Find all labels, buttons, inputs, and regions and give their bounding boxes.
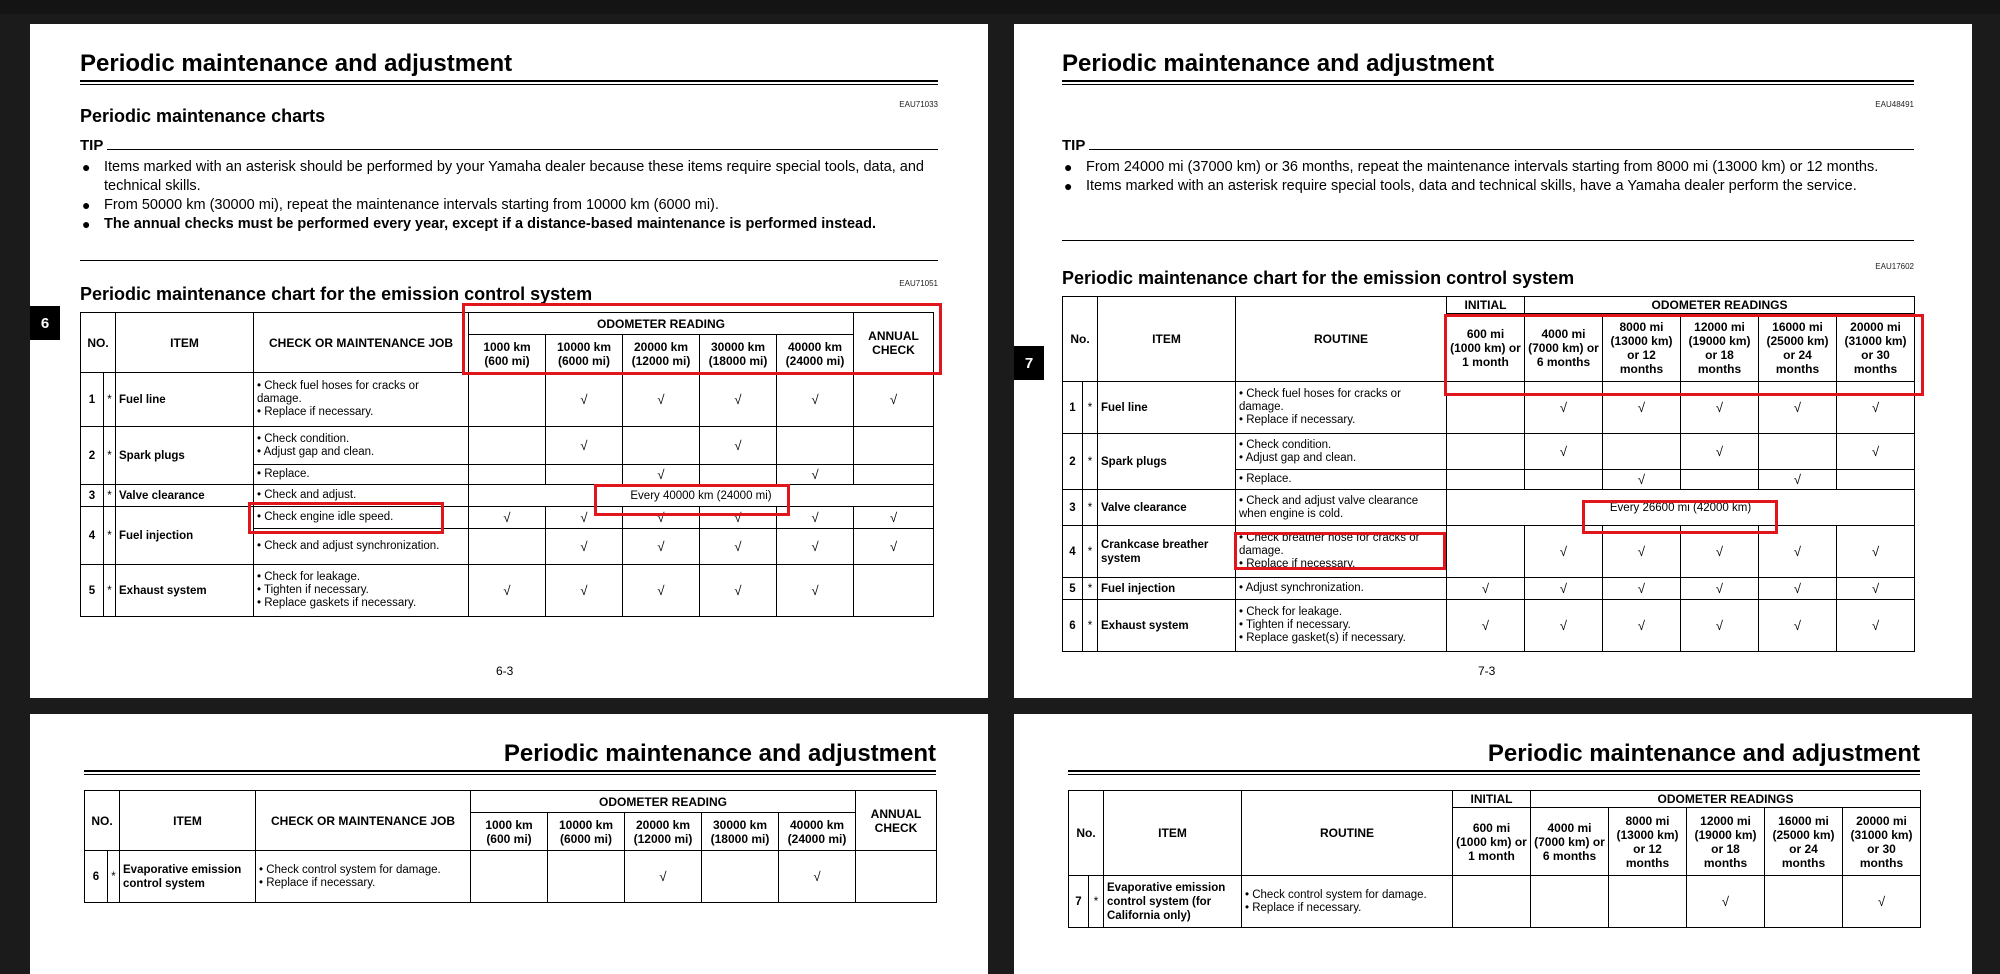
highlight-box xyxy=(594,484,790,516)
chapter-tab-7: 7 xyxy=(1014,346,1044,380)
row-number: 4 xyxy=(81,507,104,565)
row-number: 1 xyxy=(1063,382,1083,434)
job-text: • Check condition. • Adjust gap and clean. xyxy=(254,427,469,465)
col-header-interval: 20000 km (12000 mi) xyxy=(625,813,702,851)
col-header-initial: INITIAL xyxy=(1447,297,1525,314)
doc-code: EAU71033 xyxy=(899,100,938,109)
check-mark: √ xyxy=(1525,382,1603,434)
check-mark: √ xyxy=(623,529,700,565)
check-mark xyxy=(1765,876,1843,928)
col-header-interval: 4000 mi (7000 km) or 6 months xyxy=(1531,808,1609,876)
col-header-interval: 40000 km (24000 mi) xyxy=(779,813,856,851)
table-row xyxy=(1063,600,1915,652)
asterisk: * xyxy=(104,507,116,565)
job-text: • Check and adjust synchronization. xyxy=(254,529,469,565)
title-rule xyxy=(80,80,938,85)
col-header-job: ROUTINE xyxy=(1236,297,1447,382)
chart-title: Periodic maintenance chart for the emission control system xyxy=(1062,268,1575,288)
check-mark: √ xyxy=(1837,578,1915,600)
check-mark: √ xyxy=(854,373,934,427)
check-mark xyxy=(1681,470,1759,490)
job-text: • Check fuel hoses for cracks or damage. • Replace if necessary. xyxy=(254,373,469,427)
col-header-no: NO. xyxy=(81,313,116,373)
job-text: • Check breather hose for cracks or damage. • Replace if necessary. xyxy=(1236,526,1447,578)
asterisk: * xyxy=(104,373,116,427)
col-header-interval: 12000 mi (19000 km) or 18 months xyxy=(1687,808,1765,876)
col-header-job: CHECK OR MAINTENANCE JOB xyxy=(256,791,471,851)
check-mark xyxy=(548,851,625,903)
check-mark: √ xyxy=(469,565,546,617)
col-header-interval: 8000 mi (13000 km) or 12 months xyxy=(1603,314,1681,382)
check-mark xyxy=(856,851,937,903)
doc-code: EAU17602 xyxy=(1875,262,1914,271)
check-mark: √ xyxy=(1837,434,1915,470)
check-mark: √ xyxy=(1837,526,1915,578)
check-mark xyxy=(546,465,623,485)
check-mark xyxy=(1609,876,1687,928)
asterisk: * xyxy=(1083,578,1098,600)
item-name: Evaporative emission control system (for California only) xyxy=(1104,876,1242,928)
title-rule xyxy=(1068,770,1920,775)
table-row xyxy=(81,427,934,465)
check-mark: √ xyxy=(777,507,854,529)
check-mark xyxy=(700,465,777,485)
col-header-interval: 8000 mi (13000 km) or 12 months xyxy=(1609,808,1687,876)
job-text: • Check for leakage. • Tighten if necessary. • Replace gasket(s) if necessary. xyxy=(1236,600,1447,652)
check-mark: √ xyxy=(777,465,854,485)
asterisk: * xyxy=(1083,434,1098,490)
manual-page-continued-7 xyxy=(1014,714,1972,974)
table-row xyxy=(81,485,934,507)
check-mark xyxy=(1759,434,1837,470)
check-mark: √ xyxy=(1447,578,1525,600)
check-mark: √ xyxy=(546,529,623,565)
table-row xyxy=(81,373,934,427)
item-name: Exhaust system xyxy=(1098,600,1236,652)
item-name: Exhaust system xyxy=(116,565,254,617)
tip-heading xyxy=(80,137,938,154)
maintenance-table xyxy=(84,790,937,903)
check-mark xyxy=(1447,434,1525,470)
check-mark: √ xyxy=(1843,876,1921,928)
check-mark xyxy=(623,427,700,465)
check-mark: √ xyxy=(1681,600,1759,652)
title-rule xyxy=(1062,80,1914,85)
table-row xyxy=(1063,578,1915,600)
col-header-interval: 20000 mi (31000 km) or 30 months xyxy=(1843,808,1921,876)
check-mark: √ xyxy=(1447,600,1525,652)
check-mark: √ xyxy=(1759,526,1837,578)
page-number: 6-3 xyxy=(496,664,514,678)
tip-list xyxy=(80,158,938,234)
job-text: • Check control system for damage. • Replace if necessary. xyxy=(1242,876,1453,928)
col-header-interval: 30000 km (18000 mi) xyxy=(702,813,779,851)
highlight-box xyxy=(1234,532,1446,570)
highlight-box xyxy=(1444,314,1924,396)
check-mark: √ xyxy=(1603,470,1681,490)
page-number: 7-3 xyxy=(1478,664,1496,678)
row-number: 2 xyxy=(81,427,104,485)
col-header-item: ITEM xyxy=(1104,791,1242,876)
section-title: Periodic maintenance charts xyxy=(80,106,326,126)
table-row xyxy=(81,565,934,617)
doc-code: EAU71051 xyxy=(899,279,938,288)
tip-label: TIP xyxy=(1062,137,1086,154)
col-header-interval: 600 mi (1000 km) or 1 month xyxy=(1447,314,1525,382)
check-mark xyxy=(1447,470,1525,490)
highlight-box xyxy=(248,502,444,534)
manual-page-6-3 xyxy=(30,24,988,698)
tip-end-rule xyxy=(1062,240,1914,241)
table-row xyxy=(85,851,937,903)
asterisk: * xyxy=(104,427,116,485)
asterisk: * xyxy=(1083,382,1098,434)
check-mark xyxy=(1453,876,1531,928)
job-text: • Check control system for damage. • Replace if necessary. xyxy=(256,851,471,903)
check-mark: √ xyxy=(1681,382,1759,434)
col-header-no: No. xyxy=(1063,297,1098,382)
check-mark xyxy=(777,427,854,465)
table-row xyxy=(1069,876,1921,928)
check-mark xyxy=(1447,526,1525,578)
page-title: Periodic maintenance and adjustment xyxy=(503,740,936,767)
check-mark xyxy=(469,373,546,427)
check-mark xyxy=(854,427,934,465)
check-mark: √ xyxy=(1525,526,1603,578)
asterisk: * xyxy=(1089,876,1104,928)
check-mark: √ xyxy=(777,565,854,617)
asterisk: * xyxy=(1083,526,1098,578)
page-title: Periodic maintenance and adjustment xyxy=(80,50,513,77)
tip-item: ● The annual checks must be performed every year, except if a distance-based maintenance is performed instead. xyxy=(82,216,877,232)
col-header-item: ITEM xyxy=(1098,297,1236,382)
check-mark: √ xyxy=(546,507,623,529)
col-header-interval: 10000 km (6000 mi) xyxy=(546,335,623,373)
check-mark xyxy=(471,851,548,903)
row-number: 6 xyxy=(1063,600,1083,652)
tip-item: ● From 24000 mi (37000 km) or 36 months, repeat the maintenance intervals starting from 8000 mi (13000 km) or 12 months. xyxy=(1064,159,1879,175)
table-row xyxy=(1063,526,1915,578)
row-number: 6 xyxy=(85,851,108,903)
tip-item: ● Items marked with an asterisk require special tools, data and technical skills, have a Yamaha dealer perform the service. xyxy=(1064,178,1857,194)
highlight-box xyxy=(462,303,942,375)
col-header-interval: 30000 km (18000 mi) xyxy=(700,335,777,373)
item-name: Crankcase breather system xyxy=(1098,526,1236,578)
col-header-annual: ANNUAL CHECK xyxy=(854,313,934,373)
tip-item: ● From 50000 km (30000 mi), repeat the maintenance intervals starting from 10000 km (6000 mi). xyxy=(82,197,719,213)
row-number: 1 xyxy=(81,373,104,427)
item-name: Fuel injection xyxy=(1098,578,1236,600)
col-header-odometer: ODOMETER READING xyxy=(469,313,854,335)
job-text: • Check condition. • Adjust gap and clean. xyxy=(1236,434,1447,470)
item-name: Evaporative emission control system xyxy=(120,851,256,903)
check-mark xyxy=(469,427,546,465)
job-text: • Adjust synchronization. xyxy=(1236,578,1447,600)
viewer-top-bar xyxy=(0,0,2000,14)
interval-span-text: Every 40000 km (24000 mi) xyxy=(469,485,934,507)
check-mark: √ xyxy=(854,507,934,529)
check-mark: √ xyxy=(546,373,623,427)
check-mark: √ xyxy=(1603,526,1681,578)
check-mark xyxy=(469,529,546,565)
col-header-no: NO. xyxy=(85,791,120,851)
check-mark: √ xyxy=(1759,578,1837,600)
check-mark: √ xyxy=(1759,382,1837,434)
doc-code: EAU48491 xyxy=(1875,100,1914,109)
item-name: Spark plugs xyxy=(1098,434,1236,490)
table-row xyxy=(1063,490,1915,526)
check-mark: √ xyxy=(700,373,777,427)
tip-item: ● Items marked with an asterisk should be performed by your Yamaha dealer because these items require special tools, data, and technical skills. xyxy=(82,159,924,194)
job-text: • Replace. xyxy=(1236,470,1447,490)
chapter-tab-6: 6 xyxy=(30,306,60,340)
manual-page-7-3 xyxy=(1014,24,1972,698)
job-text: • Check and adjust valve clearance when engine is cold. xyxy=(1236,490,1447,526)
interval-span-text: Every 26600 mi (42000 km) xyxy=(1447,490,1915,526)
asterisk: * xyxy=(104,485,116,507)
col-header-item: ITEM xyxy=(120,791,256,851)
check-mark: √ xyxy=(700,427,777,465)
check-mark: √ xyxy=(1525,578,1603,600)
tip-heading xyxy=(1062,137,1914,154)
col-header-odometer: ODOMETER READINGS xyxy=(1531,791,1921,808)
check-mark: √ xyxy=(700,529,777,565)
col-header-interval: 600 mi (1000 km) or 1 month xyxy=(1453,808,1531,876)
check-mark xyxy=(469,465,546,485)
check-mark: √ xyxy=(1687,876,1765,928)
check-mark: √ xyxy=(700,565,777,617)
check-mark: √ xyxy=(623,465,700,485)
col-header-annual: ANNUAL CHECK xyxy=(856,791,937,851)
row-number: 4 xyxy=(1063,526,1083,578)
chart-title: Periodic maintenance chart for the emission control system xyxy=(80,284,593,304)
maintenance-table xyxy=(1068,790,1921,928)
check-mark: √ xyxy=(777,373,854,427)
check-mark xyxy=(1531,876,1609,928)
row-number: 3 xyxy=(1063,490,1083,526)
col-header-odometer: ODOMETER READINGS xyxy=(1525,297,1915,314)
col-header-interval: 20000 mi (31000 km) or 30 months xyxy=(1837,314,1915,382)
check-mark: √ xyxy=(546,565,623,617)
row-number: 5 xyxy=(1063,578,1083,600)
check-mark xyxy=(702,851,779,903)
col-header-interval: 1000 km (600 mi) xyxy=(469,335,546,373)
asterisk: * xyxy=(108,851,120,903)
row-number: 5 xyxy=(81,565,104,617)
item-name: Spark plugs xyxy=(116,427,254,485)
item-name: Fuel line xyxy=(116,373,254,427)
col-header-initial: INITIAL xyxy=(1453,791,1531,808)
check-mark: √ xyxy=(623,507,700,529)
col-header-interval: 4000 mi (7000 km) or 6 months xyxy=(1525,314,1603,382)
col-header-job: ROUTINE xyxy=(1242,791,1453,876)
col-header-interval: 12000 mi (19000 km) or 18 months xyxy=(1681,314,1759,382)
manual-page-continued-6 xyxy=(30,714,988,974)
check-mark: √ xyxy=(1603,382,1681,434)
check-mark: √ xyxy=(1525,600,1603,652)
check-mark: √ xyxy=(469,507,546,529)
col-header-odometer: ODOMETER READING xyxy=(471,791,856,813)
row-number: 3 xyxy=(81,485,104,507)
check-mark: √ xyxy=(700,507,777,529)
asterisk: * xyxy=(104,565,116,617)
asterisk: * xyxy=(1083,600,1098,652)
check-mark xyxy=(854,565,934,617)
col-header-item: ITEM xyxy=(116,313,254,373)
check-mark: √ xyxy=(1681,578,1759,600)
col-header-interval: 20000 km (12000 mi) xyxy=(623,335,700,373)
col-header-interval: 10000 km (6000 mi) xyxy=(548,813,625,851)
check-mark: √ xyxy=(1837,600,1915,652)
title-rule xyxy=(84,770,936,775)
check-mark xyxy=(1603,434,1681,470)
item-name: Valve clearance xyxy=(116,485,254,507)
check-mark xyxy=(854,465,934,485)
page-title: Periodic maintenance and adjustment xyxy=(1487,740,1920,767)
check-mark: √ xyxy=(1681,526,1759,578)
check-mark: √ xyxy=(1681,434,1759,470)
check-mark: √ xyxy=(777,529,854,565)
col-header-no: No. xyxy=(1069,791,1104,876)
check-mark: √ xyxy=(1603,600,1681,652)
check-mark: √ xyxy=(854,529,934,565)
tip-end-rule xyxy=(80,260,938,261)
check-mark: √ xyxy=(779,851,856,903)
check-mark: √ xyxy=(1603,578,1681,600)
check-mark: √ xyxy=(546,427,623,465)
check-mark: √ xyxy=(1759,470,1837,490)
tip-label: TIP xyxy=(80,137,104,154)
check-mark: √ xyxy=(623,373,700,427)
col-header-interval: 1000 km (600 mi) xyxy=(471,813,548,851)
job-text: • Check engine idle speed. xyxy=(254,507,469,529)
row-number: 2 xyxy=(1063,434,1083,490)
page-title: Periodic maintenance and adjustment xyxy=(1062,50,1495,77)
check-mark: √ xyxy=(625,851,702,903)
check-mark: √ xyxy=(1837,382,1915,434)
col-header-interval: 16000 mi (25000 km) or 24 months xyxy=(1765,808,1843,876)
item-name: Valve clearance xyxy=(1098,490,1236,526)
job-text: • Check and adjust. xyxy=(254,485,469,507)
row-number: 7 xyxy=(1069,876,1089,928)
job-text: • Check for leakage. • Tighten if necessary. • Replace gaskets if necessary. xyxy=(254,565,469,617)
col-header-job: CHECK OR MAINTENANCE JOB xyxy=(254,313,469,373)
col-header-interval: 40000 km (24000 mi) xyxy=(777,335,854,373)
asterisk: * xyxy=(1083,490,1098,526)
check-mark xyxy=(1837,470,1915,490)
col-header-interval: 16000 mi (25000 km) or 24 months xyxy=(1759,314,1837,382)
item-name: Fuel line xyxy=(1098,382,1236,434)
check-mark: √ xyxy=(1525,434,1603,470)
table-row xyxy=(81,507,934,529)
check-mark xyxy=(1525,470,1603,490)
tip-list xyxy=(1062,158,1914,196)
check-mark: √ xyxy=(623,565,700,617)
check-mark: √ xyxy=(1759,600,1837,652)
job-text: • Replace. xyxy=(254,465,469,485)
job-text: • Check fuel hoses for cracks or damage. • Replace if necessary. xyxy=(1236,382,1447,434)
item-name: Fuel injection xyxy=(116,507,254,565)
highlight-box xyxy=(1582,500,1778,534)
table-row xyxy=(1063,434,1915,470)
